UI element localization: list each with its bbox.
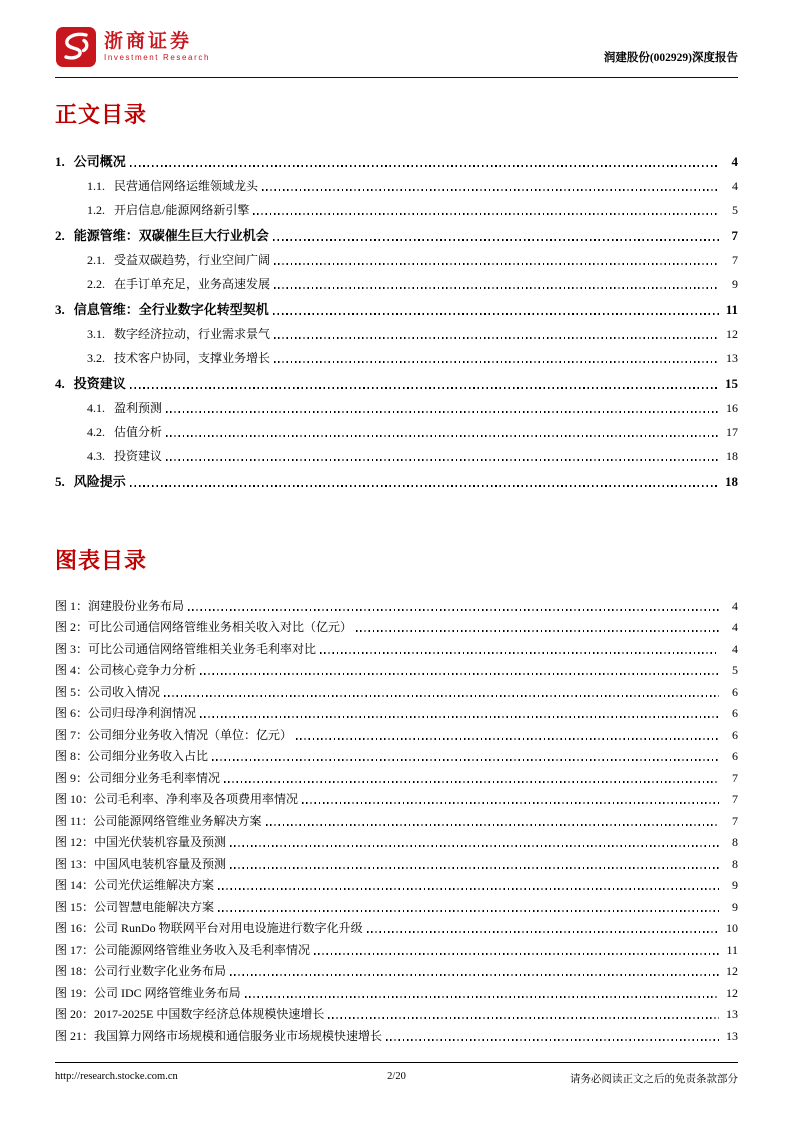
figures-section <box>55 544 738 1044</box>
figure-entry <box>55 807 738 829</box>
toc-title: 正文目录 <box>55 102 148 127</box>
figure-entry-label: 图 5：公司收入情况 <box>55 684 161 699</box>
toc-entry <box>55 318 738 342</box>
toc-entry <box>55 342 738 366</box>
header-divider <box>55 77 738 78</box>
figure-entry <box>55 592 738 614</box>
toc-entry-page: 18 <box>725 474 738 489</box>
figure-entry <box>55 958 738 980</box>
figure-entry <box>55 786 738 808</box>
figure-entry-page: 6 <box>732 749 738 763</box>
dot-leader <box>266 824 719 826</box>
figure-entry-page: 13 <box>726 1007 738 1021</box>
toc-entry-number: 2.1. <box>87 253 105 267</box>
dot-leader <box>274 287 719 289</box>
toc-entry-page: 12 <box>726 327 738 341</box>
figure-entry-page: 9 <box>732 878 738 892</box>
figure-entry <box>55 1001 738 1023</box>
dot-leader <box>166 411 719 413</box>
dot-leader <box>230 974 719 976</box>
toc-entry-number: 1. <box>55 154 65 169</box>
toc-entry-label: 开启信息/能源网络新引擎 <box>114 203 250 217</box>
dot-leader <box>130 165 719 167</box>
toc-entry-label: 盈利预测 <box>114 401 163 415</box>
figure-entry <box>55 614 738 636</box>
figures-title: 图表目录 <box>55 548 148 573</box>
toc-entry <box>55 194 738 218</box>
figure-entry-label: 图 10：公司毛利率、净利率及各项费用率情况 <box>55 792 299 806</box>
dot-leader <box>164 695 719 697</box>
figure-entry-page: 6 <box>732 727 738 742</box>
toc-entry-label: 投资建议 <box>114 449 163 463</box>
dot-leader <box>273 239 719 241</box>
figure-entry <box>55 1022 738 1044</box>
toc-entry <box>55 416 738 440</box>
figure-entry-label: 图 2：可比公司通信网络管维业务相关收入对比（亿元） <box>55 620 353 634</box>
dot-leader <box>218 888 719 890</box>
toc-entry-number: 5. <box>55 474 65 489</box>
figure-entry-label: 图 12：中国光伏装机容量及预测 <box>55 835 227 849</box>
toc-entry-number: 1.1. <box>87 179 105 193</box>
dot-leader <box>253 213 719 215</box>
toc-list <box>55 144 738 490</box>
dot-leader <box>166 435 719 437</box>
dot-leader <box>130 485 719 487</box>
footer-disclaimer: 请务必阅读正文之后的免责条款部分 <box>570 1074 738 1085</box>
toc-entry-page: 11 <box>725 302 738 317</box>
toc-entry-page: 16 <box>726 401 738 415</box>
figure-entry-label: 图 15：公司智慧电能解决方案 <box>55 899 215 914</box>
toc-entry-label: 数字经济拉动，行业需求景气 <box>114 327 271 341</box>
toc-entry <box>55 392 738 416</box>
footer-page-number: 2/20 <box>387 1071 406 1082</box>
toc-entry-number: 1.2. <box>87 203 105 217</box>
figure-entry-page: 11 <box>726 942 738 957</box>
figure-entry-label: 图 11：公司能源网络管维业务解决方案 <box>55 813 262 828</box>
toc-entry-page: 7 <box>731 228 738 243</box>
dot-leader <box>356 630 719 632</box>
figure-entry <box>55 936 738 958</box>
dot-leader <box>224 781 719 783</box>
figure-entry-page: 7 <box>732 770 738 785</box>
dot-leader <box>230 845 719 847</box>
toc-entry-page: 15 <box>725 376 738 391</box>
figure-entry-label: 图 14：公司光伏运维解决方案 <box>55 878 215 892</box>
figure-entry-page: 13 <box>726 1028 738 1043</box>
toc-section <box>55 98 738 490</box>
figure-entry-label: 图 20：2017-2025E 中国数字经济总体规模快速增长 <box>55 1007 325 1021</box>
figure-entry-label: 图 16：公司 RunDo 物联网平台对用电设施进行数字化升级 <box>55 921 363 935</box>
toc-entry <box>55 366 738 392</box>
toc-entry-page: 13 <box>726 351 738 365</box>
brand-subtitle: Investment Research <box>104 53 210 63</box>
toc-entry-page: 18 <box>726 449 738 463</box>
figure-entry-page: 12 <box>726 985 738 1000</box>
figure-entry <box>55 764 738 786</box>
figure-entry-page: 4 <box>732 641 738 656</box>
brand <box>55 26 210 68</box>
toc-entry-number: 3. <box>55 302 65 317</box>
dot-leader <box>314 953 719 955</box>
dot-leader <box>218 910 719 912</box>
figure-entry <box>55 721 738 743</box>
dot-leader <box>328 1017 719 1019</box>
figure-entry-page: 10 <box>726 921 738 935</box>
figure-entry-page: 8 <box>732 835 738 849</box>
figure-entry-label: 图 19：公司 IDC 网络管维业务布局 <box>55 985 241 1000</box>
figure-entry-page: 6 <box>732 706 738 720</box>
toc-entry-label: 投资建议 <box>73 376 126 391</box>
toc-entry-number: 4.1. <box>87 401 105 415</box>
figure-entry-label: 图 8：公司细分业务收入占比 <box>55 749 209 763</box>
report-header <box>55 26 738 68</box>
toc-entry-label: 公司概况 <box>73 154 126 169</box>
toc-entry-label: 能源管维：双碳催生巨大行业机会 <box>73 228 269 243</box>
figure-entry <box>55 872 738 894</box>
page-footer <box>55 1062 738 1086</box>
toc-entry-label: 在手订单充足，业务高速发展 <box>114 277 271 291</box>
figure-entry-page: 5 <box>732 663 738 677</box>
toc-entry-label: 受益双碳趋势，行业空间广阔 <box>114 253 271 267</box>
dot-leader <box>274 337 719 339</box>
figure-entry-label: 图 3：可比公司通信网络管维相关业务毛利率对比 <box>55 641 317 656</box>
toc-entry-label: 估值分析 <box>114 425 163 439</box>
toc-entry <box>55 440 738 464</box>
toc-entry-number: 3.2. <box>87 351 105 365</box>
dot-leader <box>166 459 719 461</box>
toc-entry <box>55 144 738 170</box>
brand-name: 浙商证券 <box>104 31 193 53</box>
figure-entry <box>55 743 738 765</box>
dot-leader <box>212 759 719 761</box>
figure-entry <box>55 893 738 915</box>
footer-row <box>55 1063 738 1086</box>
toc-entry-page: 17 <box>726 425 738 439</box>
dot-leader <box>230 867 719 869</box>
footer-url[interactable]: http://research.stocke.com.cn <box>55 1071 178 1082</box>
brand-text <box>104 31 210 62</box>
toc-entry <box>55 170 738 194</box>
dot-leader <box>245 996 719 998</box>
figure-entry-label: 图 13：中国风电装机容量及预测 <box>55 856 227 871</box>
figure-entry-label: 图 18：公司行业数字化业务布局 <box>55 964 227 978</box>
dot-leader <box>200 716 719 718</box>
figure-entry-page: 7 <box>732 792 738 806</box>
toc-entry-label: 技术客户协同，支撑业务增长 <box>114 351 271 365</box>
figure-entry <box>55 829 738 851</box>
toc-entry-label: 风险提示 <box>73 474 126 489</box>
figure-entry <box>55 915 738 937</box>
toc-entry-page: 5 <box>732 203 738 217</box>
toc-entry-number: 2. <box>55 228 65 243</box>
figure-entry-label: 图 4：公司核心竞争力分析 <box>55 663 197 677</box>
toc-entry-number: 2.2. <box>87 277 105 291</box>
toc-entry <box>55 292 738 318</box>
toc-entry-number: 4.2. <box>87 425 105 439</box>
dot-leader <box>188 609 719 611</box>
figure-entry <box>55 979 738 1001</box>
figure-entry <box>55 700 738 722</box>
figure-entry-label: 图 17：公司能源网络管维业务收入及毛利率情况 <box>55 942 311 957</box>
figure-entry <box>55 657 738 679</box>
dot-leader <box>367 931 719 933</box>
dot-leader <box>320 652 719 654</box>
toc-entry-number: 4.3. <box>87 449 105 463</box>
figure-entry <box>55 678 738 700</box>
dot-leader <box>200 673 719 675</box>
dot-leader <box>302 802 719 804</box>
figure-entry-label: 图 21：我国算力网络市场规模和通信服务业市场规模快速增长 <box>55 1028 383 1043</box>
toc-entry-page: 4 <box>732 179 738 193</box>
zheshang-logo-icon <box>55 26 97 68</box>
dot-leader <box>274 361 719 363</box>
figure-entry-page: 8 <box>732 856 738 871</box>
dot-leader <box>274 263 719 265</box>
toc-entry-page: 7 <box>732 253 738 267</box>
toc-entry-number: 4. <box>55 376 65 391</box>
toc-entry-page: 4 <box>731 154 738 169</box>
figure-entry-page: 6 <box>732 684 738 699</box>
figure-entry-page: 9 <box>732 899 738 914</box>
figure-entry-page: 4 <box>732 620 738 634</box>
toc-entry <box>55 268 738 292</box>
figure-entry-label: 图 7：公司细分业务收入情况（单位：亿元） <box>55 727 293 742</box>
dot-leader <box>386 1039 719 1041</box>
figure-entry-label: 图 9：公司细分业务毛利率情况 <box>55 770 221 785</box>
toc-entry <box>55 218 738 244</box>
dot-leader <box>262 189 719 191</box>
toc-entry-page: 9 <box>732 277 738 291</box>
toc-entry-number: 3.1. <box>87 327 105 341</box>
figure-list <box>55 592 738 1044</box>
figure-entry <box>55 850 738 872</box>
toc-entry-label: 信息管维：全行业数字化转型契机 <box>73 302 269 317</box>
figure-entry-label: 图 6：公司归母净利润情况 <box>55 706 197 720</box>
toc-entry <box>55 464 738 490</box>
figure-entry-page: 7 <box>732 813 738 828</box>
figure-entry-page: 12 <box>726 964 738 978</box>
dot-leader <box>130 387 719 389</box>
figure-entry-page: 4 <box>732 598 738 613</box>
figure-entry-label: 图 1：润建股份业务布局 <box>55 598 185 613</box>
report-title: 润建股份(002929)深度报告 <box>603 52 738 64</box>
figure-entry <box>55 635 738 657</box>
toc-entry <box>55 244 738 268</box>
dot-leader <box>273 313 719 315</box>
dot-leader <box>296 738 719 740</box>
toc-entry-label: 民营通信网络运维领域龙头 <box>114 179 259 193</box>
